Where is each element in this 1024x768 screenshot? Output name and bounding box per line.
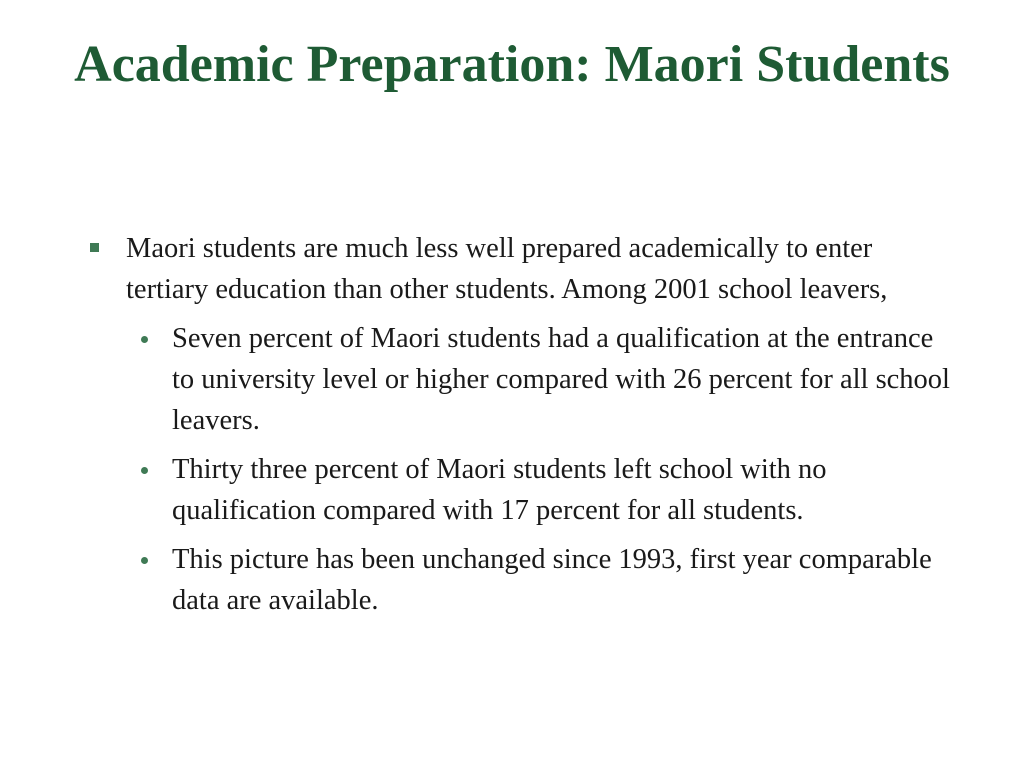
sub-bullet	[126, 449, 954, 531]
dot-bullet-icon	[141, 336, 148, 343]
sub-bullet	[126, 539, 954, 621]
square-bullet-icon	[90, 243, 99, 252]
sub-bullet-text: Thirty three percent of Maori students left school with no qualification compared with 17 percent for all students.	[172, 454, 827, 526]
dot-bullet-icon	[141, 467, 148, 474]
sub-bullet-text: Seven percent of Maori students had a qualification at the entrance to university level or higher compared with 26 percent for all school leavers.	[172, 323, 950, 436]
main-bullet	[84, 228, 954, 621]
sub-bullet-list	[126, 318, 954, 621]
sub-bullet-text: This picture has been unchanged since 1993, first year comparable data are available.	[172, 544, 932, 616]
slide-title: Academic Preparation: Maori Students	[74, 36, 950, 93]
sub-bullet	[126, 318, 954, 441]
dot-bullet-icon	[141, 557, 148, 564]
bullet-list	[84, 228, 954, 629]
main-bullet-text: Maori students are much less well prepared academically to enter tertiary education than other students. Among 2001 school leavers,	[126, 233, 888, 305]
